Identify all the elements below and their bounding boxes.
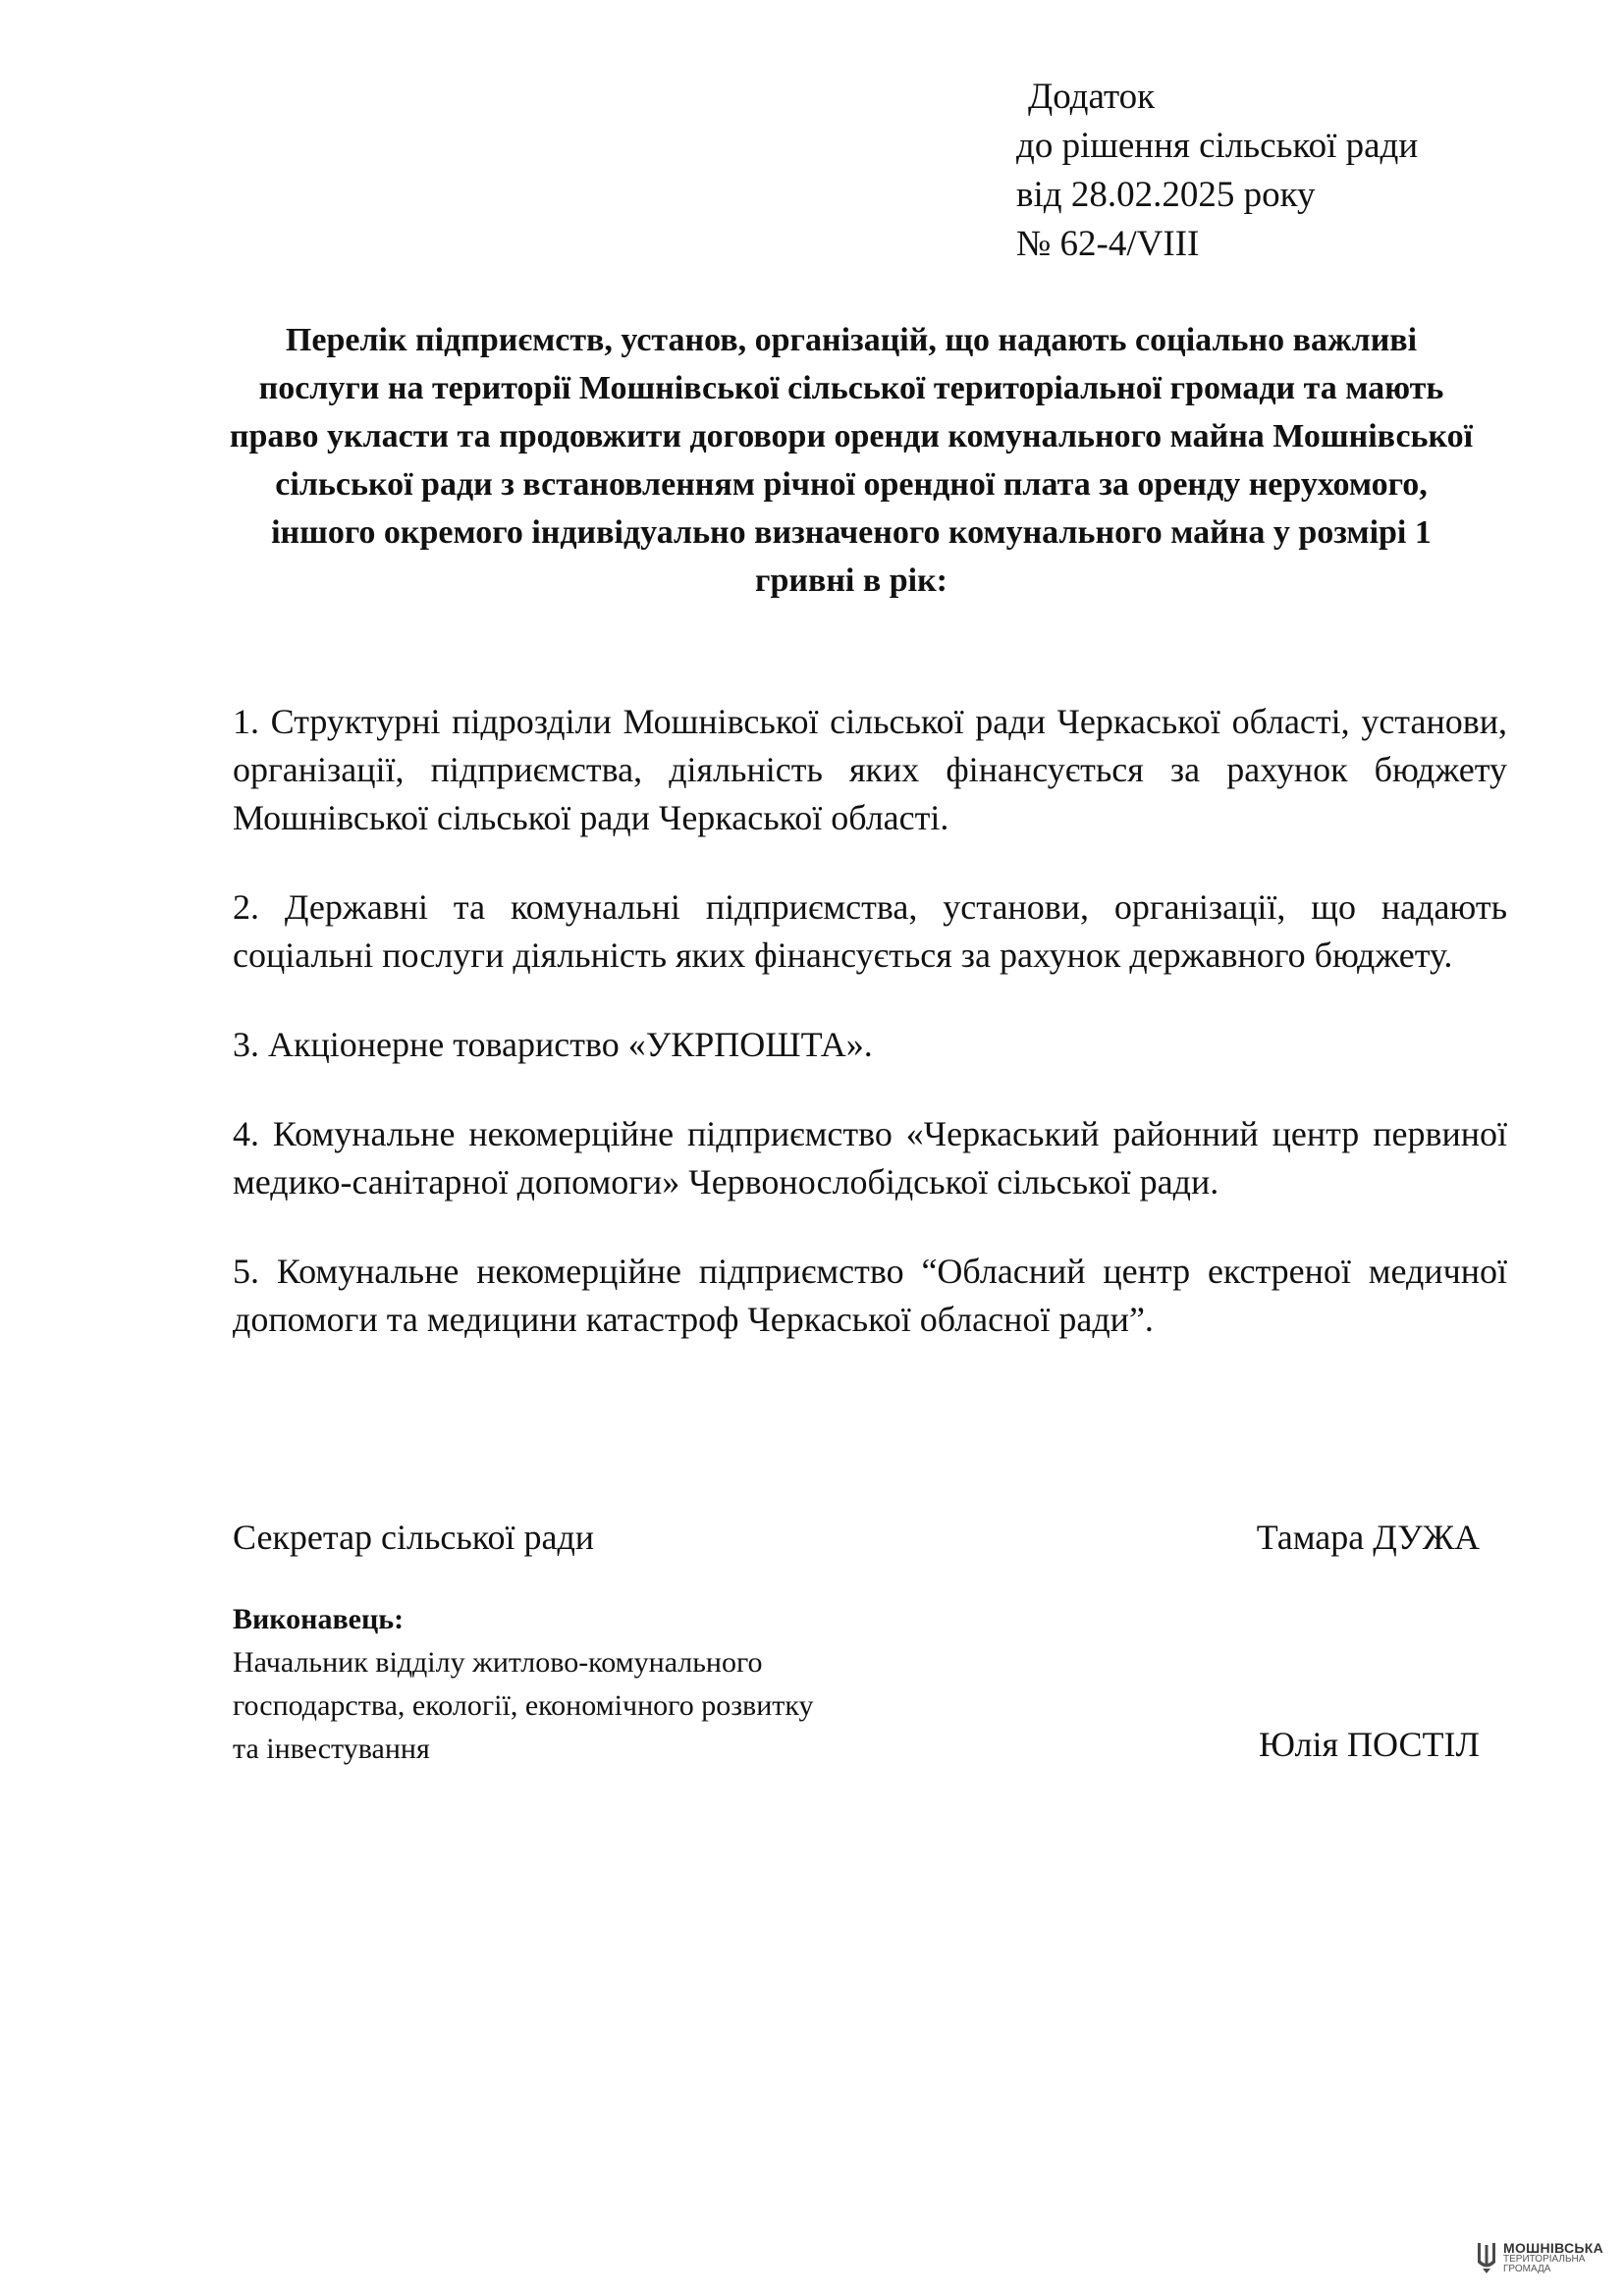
executor-block [233,1598,814,1771]
logo-line: ГРОМАДА [1503,2264,1551,2274]
community-logo [1476,2241,1603,2274]
executor-label: Виконавець: [233,1603,405,1635]
list-item: 4. Комунальне некомерційне підприємство «Черкаський районний центр первиної медико-санітарної допомоги» Червонослобідської сільської ради. [233,1114,1507,1201]
annex-date: від 28.02.2025 року [1016,175,1316,215]
organization-list [233,698,1507,1385]
annex-block [1016,73,1418,269]
executor-line: та інвестування [233,1733,430,1765]
logo-line: МОШНІВСЬКА [1503,2240,1604,2256]
logo-line: ТЕРИТОРІАЛЬНА [1503,2254,1586,2265]
document-title: Перелік підприємств, установ, організацій, що надають соціально важливі послуги на території Мошнівської сільської територіальної громади та мають право укласти та продовжити договори оренди комунального майна Мошнівської сільської ради з встановленням річної орендної плата за оренду нерухомого, іншого окремого індивідуально визначеного комунального майна у розмірі 1 гривні в рік: [229,322,1474,599]
annex-number: № 62-4/VIII [1016,224,1200,264]
annex-heading: Додаток [1028,77,1156,117]
annex-decision: до рішення сільської ради [1016,126,1419,166]
list-item: 3. Акціонерне товариство «УКРПОШТА». [233,1025,873,1064]
secretary-name: Тамара ДУЖА [1256,1518,1480,1557]
trident-icon [1476,2241,1497,2274]
executor-name: Юлія ПОСТІЛ [1259,1725,1480,1764]
secretary-position: Секретар сільської ради [233,1518,595,1557]
executor-line: Начальник відділу житлово-комунального [233,1646,763,1679]
executor-line: господарства, екології, економічного розвитку [233,1689,814,1722]
list-item: 5. Комунальне некомерційне підприємство “Обласний центр екстреної медичної допомоги та медицини катастроф Черкаської обласної ради”. [233,1252,1507,1339]
list-item: 2. Державні та комунальні підприємства, установи, організації, що надають соціальні послуги діяльність яких фінансується за рахунок державного бюджету. [233,887,1507,975]
list-item: 1. Структурні підрозділи Мошнівської сільської ради Черкаської області, установи, організації, підприємства, діяльність яких фінансується за рахунок бюджету Мошнівської сільської ради Черкаської області. [233,702,1507,837]
